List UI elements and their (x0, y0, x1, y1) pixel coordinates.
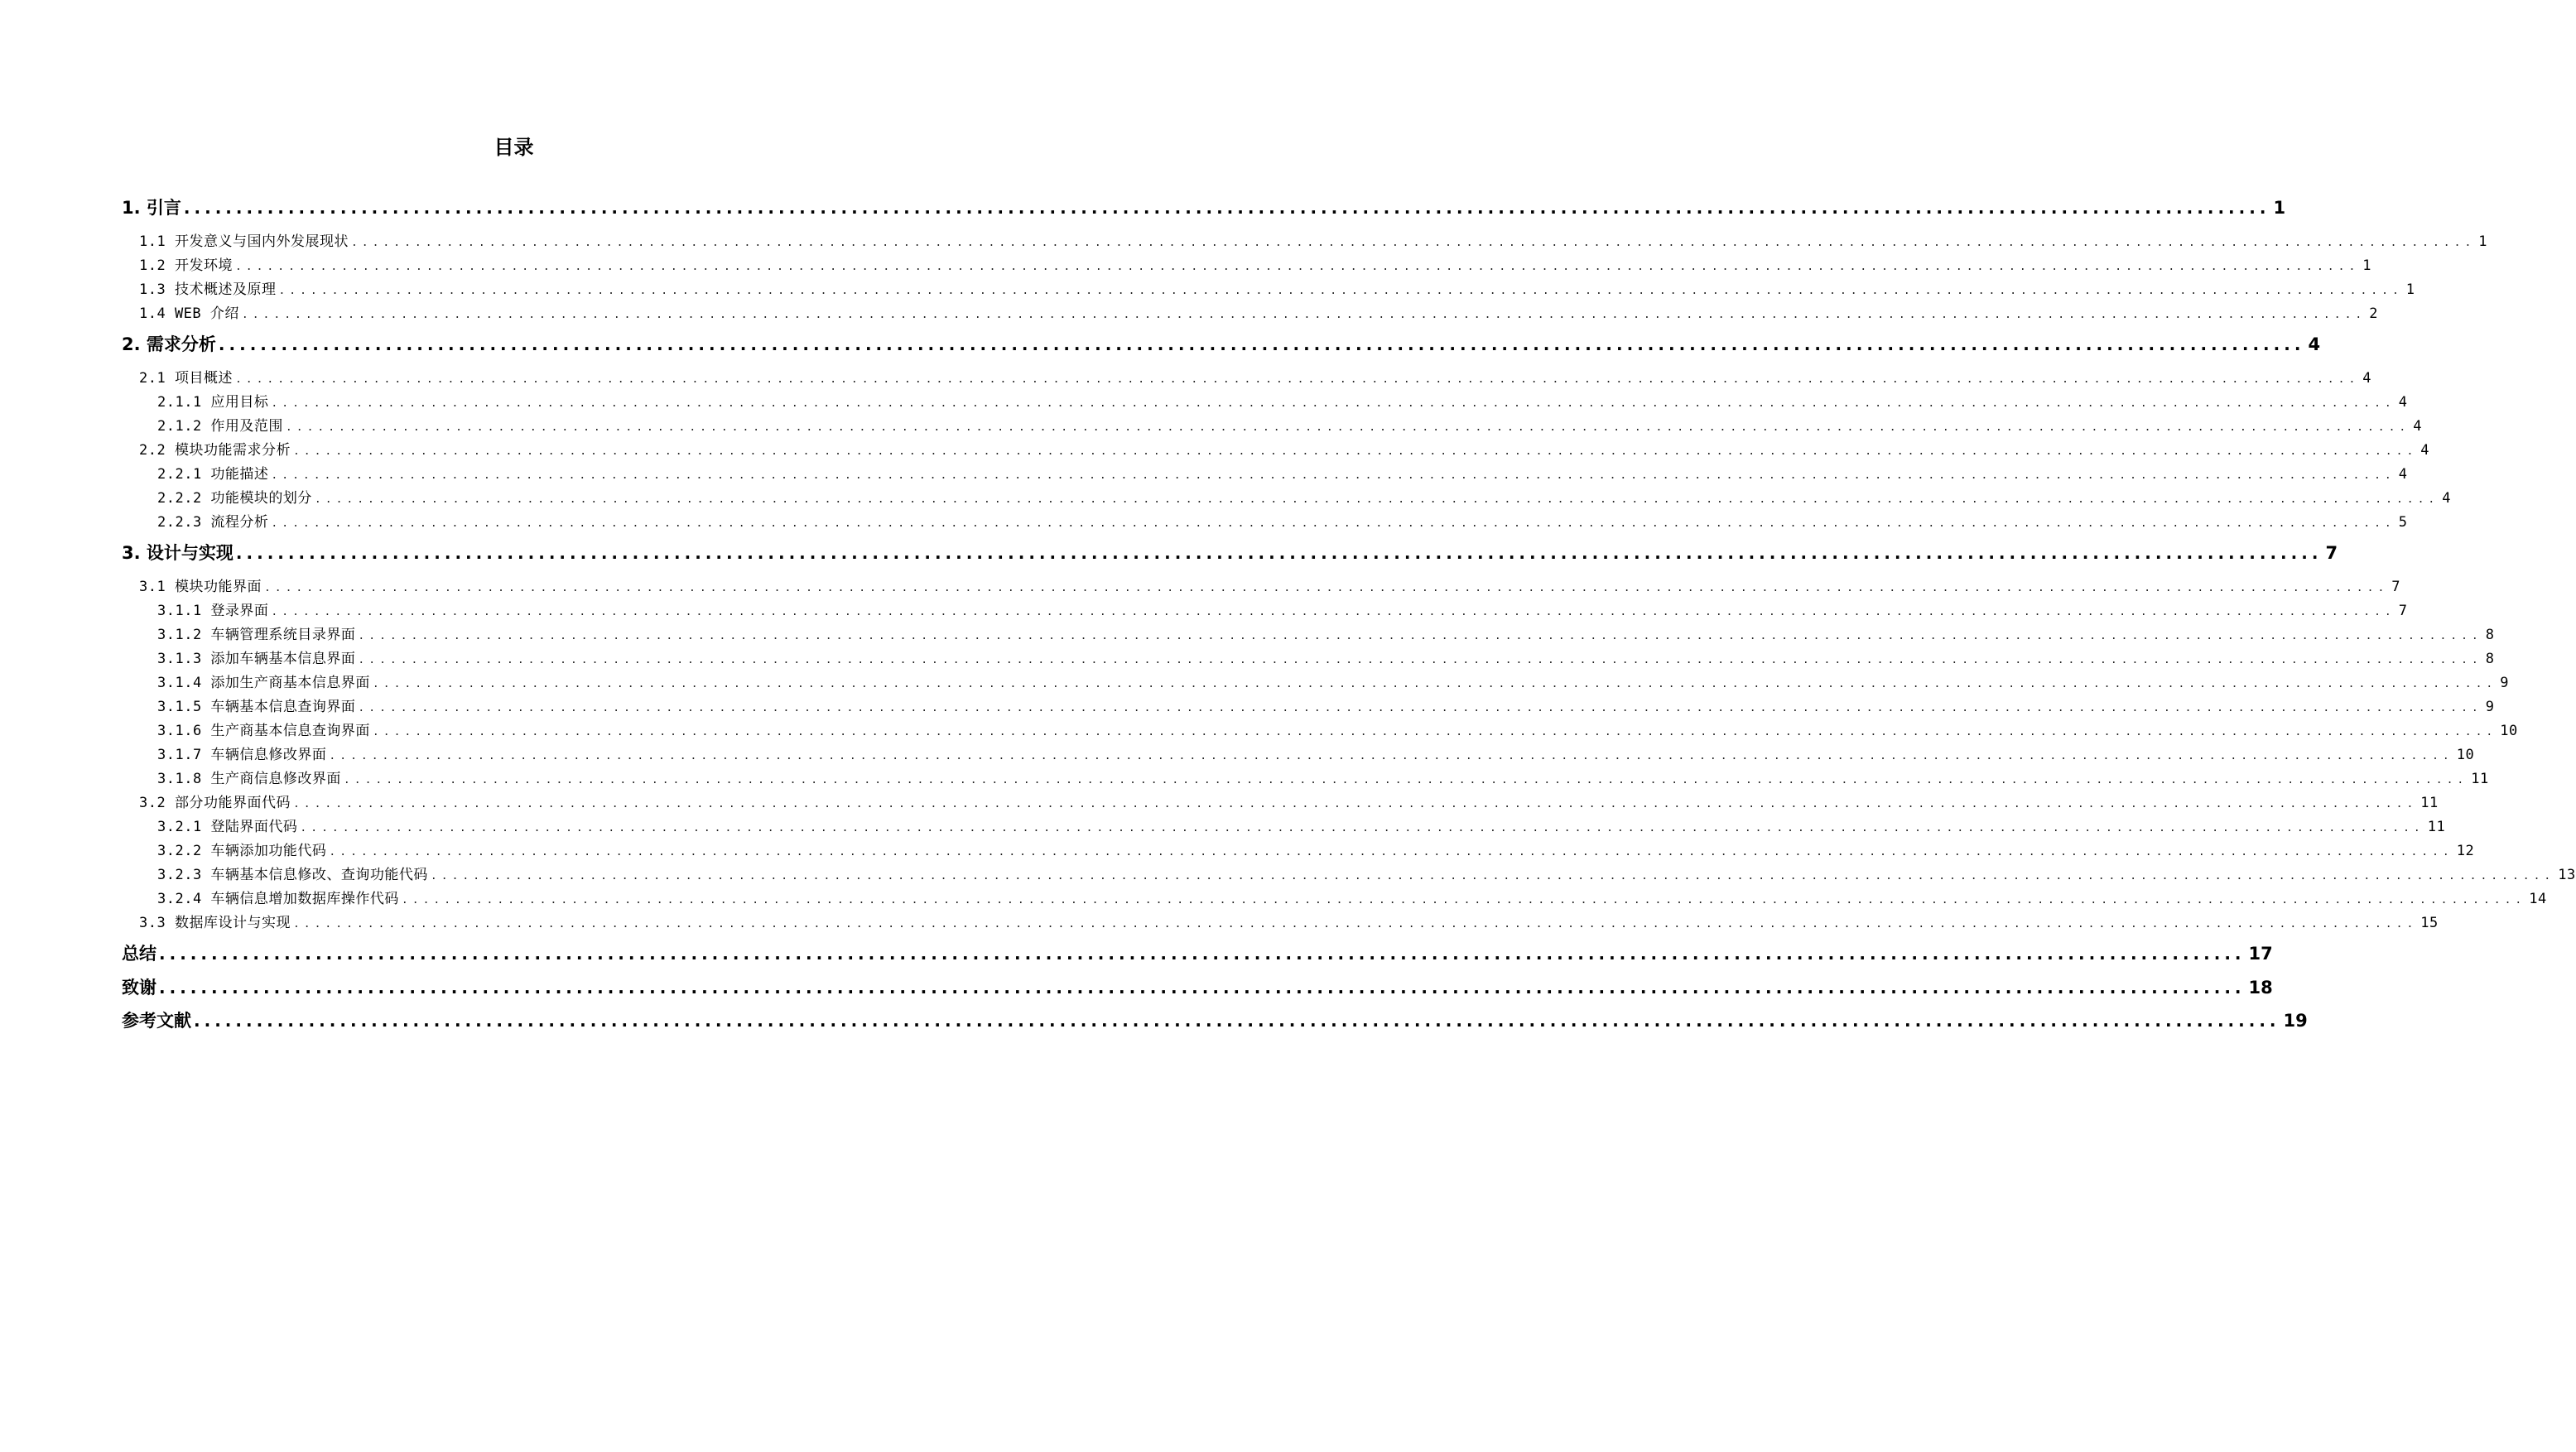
toc-entry[interactable] (157, 671, 2510, 691)
toc-entry-title: 3.1.6 生产商基本信息查询界面 (157, 723, 370, 739)
toc-leader-dots: ........................................................................................................................................................................................................ (271, 397, 2395, 410)
toc-entry-title: 2.2 模块功能需求分析 (139, 442, 291, 459)
toc-entry[interactable] (157, 390, 2408, 411)
toc-entry[interactable] (157, 486, 2452, 507)
toc-entry-title: 3.2.2 车辆添加功能代码 (157, 843, 327, 859)
toc-page-number: 15 (2420, 915, 2439, 931)
toc-page-number: 11 (2427, 819, 2446, 835)
toc-leader-dots: ........................................................................................................................................................................................................ (271, 469, 2395, 482)
toc-entry-title: 3.2 部分功能界面代码 (139, 795, 291, 811)
toc-leader-dots: ........................................................................................................................................................................................................ (358, 630, 2482, 642)
toc-entry-title: 1.1 开发意义与国内外发展现状 (139, 233, 349, 250)
toc-entry[interactable] (157, 462, 2408, 483)
toc-leader-dots: ........................................................................................................................................................................................................ (314, 493, 2439, 506)
toc-entry-title: 1.2 开发环境 (139, 257, 233, 274)
toc-leader-dots: ........................................................................................................................................................................................................ (292, 918, 2418, 930)
toc-entry[interactable] (139, 911, 2439, 931)
toc-leader-dots: ........................................................................................................................................................................................................ (329, 750, 2453, 762)
toc-page-number: 8 (2485, 627, 2495, 643)
toc-page-number: 1 (2362, 257, 2372, 274)
toc-page-number: 1 (2273, 198, 2286, 218)
toc-page-number: 14 (2529, 891, 2547, 907)
toc-leader-dots: ........................................................................................................................................................................................................ (194, 1011, 2280, 1031)
toc-page-number: 10 (2500, 723, 2518, 739)
toc-leader-dots: ........................................................................................................................................................................................................ (430, 870, 2555, 882)
toc-entry-title: 3.1.5 车辆基本信息查询界面 (157, 699, 356, 715)
toc-entry[interactable] (157, 887, 2547, 907)
toc-page-number: 1 (2478, 233, 2488, 250)
page-title: 目录 (494, 136, 534, 159)
toc-leader-dots: ........................................................................................................................................................................................................ (358, 654, 2482, 666)
toc-entry[interactable] (157, 647, 2495, 667)
toc-entry-title: 2.1.1 应用目标 (157, 394, 269, 411)
toc-page-number: 4 (2413, 418, 2423, 435)
toc-entry-title: 2. 需求分析 (122, 334, 216, 354)
toc-page-number: 9 (2500, 675, 2510, 691)
toc-entry[interactable] (122, 1007, 2308, 1032)
toc-entry-title: 3.3 数据库设计与实现 (139, 915, 291, 931)
toc-page-number: 4 (2308, 334, 2321, 354)
toc-entry[interactable] (122, 940, 2273, 965)
toc-leader-dots: ........................................................................................................................................................................................................ (241, 309, 2367, 321)
toc-entry-title: 3.1.7 车辆信息修改界面 (157, 747, 327, 763)
toc-page-number: 4 (2362, 370, 2372, 387)
toc-entry[interactable] (122, 195, 2286, 219)
toc-leader-dots: ........................................................................................................................................................................................................ (300, 822, 2424, 834)
toc-entry[interactable] (157, 719, 2518, 739)
toc-entry-title: 1. 引言 (122, 198, 181, 218)
toc-page-number: 10 (2456, 747, 2475, 763)
toc-page-number: 12 (2456, 843, 2475, 859)
toc-leader-dots: ........................................................................................................................................................................................................ (271, 606, 2395, 618)
toc-entry[interactable] (157, 743, 2475, 763)
toc-entry[interactable] (139, 791, 2439, 811)
toc-entry[interactable] (157, 414, 2423, 435)
toc-entry-title: 3.2.3 车辆基本信息修改、查询功能代码 (157, 867, 428, 883)
toc-entry[interactable] (139, 438, 2430, 459)
toc-leader-dots: ........................................................................................................................................................................................................ (234, 261, 2360, 273)
toc-page-number: 19 (2283, 1011, 2308, 1031)
toc-page-number: 7 (2325, 543, 2338, 563)
toc-entry-title: 3.1.8 生产商信息修改界面 (157, 771, 341, 787)
toc-entry-title: 3.1.4 添加生产商基本信息界面 (157, 675, 370, 691)
toc-leader-dots: ........................................................................................................................................................................................................ (263, 582, 2389, 594)
toc-page-number: 13 (2558, 867, 2576, 883)
toc-page-number: 7 (2391, 579, 2401, 595)
toc-entry[interactable] (122, 540, 2338, 565)
toc-entry-title: 致谢 (122, 978, 156, 998)
toc-leader-dots: ........................................................................................................................................................................................................ (235, 543, 2323, 563)
toc-page-number: 18 (2248, 978, 2273, 998)
toc-entry-title: 3.2.4 车辆信息增加数据库操作代码 (157, 891, 399, 907)
toc-page-number: 9 (2485, 699, 2495, 715)
toc-leader-dots: ........................................................................................................................................................................................................ (234, 373, 2360, 386)
toc-entry-title: 参考文献 (122, 1011, 191, 1031)
toc-leader-dots: ........................................................................................................................................................................................................ (159, 978, 2246, 998)
toc-entry[interactable] (157, 695, 2495, 715)
toc-page-number: 11 (2471, 771, 2489, 787)
toc-page-number: 11 (2420, 795, 2439, 811)
toc-entry[interactable] (157, 863, 2576, 883)
toc-page-number: 1 (2405, 281, 2415, 298)
toc-entry[interactable] (157, 510, 2408, 531)
toc-leader-dots: ........................................................................................................................................................................................................ (372, 726, 2497, 738)
toc-entry[interactable] (157, 599, 2408, 619)
toc-page-number: 8 (2485, 651, 2495, 667)
toc-page-number: 17 (2248, 944, 2273, 964)
toc-entry-title: 总结 (122, 944, 156, 964)
toc-entry[interactable] (157, 767, 2489, 787)
toc-entry[interactable] (139, 229, 2488, 250)
toc-leader-dots: ........................................................................................................................................................................................................ (350, 237, 2476, 249)
toc-leader-dots: ........................................................................................................................................................................................................ (329, 846, 2453, 858)
toc-leader-dots: ........................................................................................................................................................................................................ (372, 678, 2497, 690)
toc-entry-title: 2.2.1 功能描述 (157, 466, 269, 483)
toc-entry[interactable] (139, 575, 2401, 595)
toc-page-number: 4 (2398, 394, 2408, 411)
toc-entry-title: 3.2.1 登陆界面代码 (157, 819, 298, 835)
toc-entry-title: 1.4 WEB 介绍 (139, 305, 239, 322)
toc-entry-title: 3. 设计与实现 (122, 543, 234, 563)
toc-entry[interactable] (139, 366, 2372, 387)
toc-entry-title: 2.2.3 流程分析 (157, 514, 269, 531)
toc-leader-dots: ........................................................................................................................................................................................................ (278, 285, 2403, 297)
toc-leader-dots: ........................................................................................................................................................................................................ (401, 894, 2526, 906)
toc-entry[interactable] (157, 839, 2475, 859)
toc-entry-title: 3.1.2 车辆管理系统目录界面 (157, 627, 356, 643)
toc-entry[interactable] (139, 277, 2415, 298)
toc-entry[interactable] (157, 623, 2495, 643)
toc-page-number: 4 (2420, 442, 2430, 459)
toc-entry-title: 3.1 模块功能界面 (139, 579, 262, 595)
toc-page-number: 7 (2398, 603, 2408, 619)
toc-page-number: 4 (2442, 490, 2452, 507)
toc-page-number: 4 (2398, 466, 2408, 483)
toc-entry-title: 2.1.2 作用及范围 (157, 418, 283, 435)
toc-leader-dots: ........................................................................................................................................................................................................ (358, 702, 2482, 714)
toc-leader-dots: ........................................................................................................................................................................................................ (285, 421, 2410, 434)
toc-page-number: 2 (2369, 305, 2378, 322)
toc-page-number: 5 (2398, 514, 2408, 531)
toc-leader-dots: ........................................................................................................................................................................................................ (343, 774, 2468, 786)
toc-leader-dots: ........................................................................................................................................................................................................ (159, 944, 2246, 964)
toc-entry[interactable] (157, 815, 2446, 835)
toc-leader-dots: ........................................................................................................................................................................................................ (218, 334, 2305, 354)
toc-entry-title: 3.1.1 登录界面 (157, 603, 269, 619)
toc-entry[interactable] (122, 974, 2273, 999)
toc-entry-title: 2.2.2 功能模块的划分 (157, 490, 312, 507)
toc-entry-title: 3.1.3 添加车辆基本信息界面 (157, 651, 356, 667)
toc-entry-title: 1.3 技术概述及原理 (139, 281, 277, 298)
toc-leader-dots: ........................................................................................................................................................................................................ (292, 445, 2418, 458)
toc-entry[interactable] (139, 301, 2378, 322)
toc-leader-dots: ........................................................................................................................................................................................................ (183, 198, 2270, 218)
toc-leader-dots: ........................................................................................................................................................................................................ (292, 798, 2418, 810)
toc-entry[interactable] (139, 253, 2372, 274)
toc-entry-title: 2.1 项目概述 (139, 370, 233, 387)
toc-entry[interactable] (122, 331, 2321, 356)
toc-leader-dots: ........................................................................................................................................................................................................ (271, 517, 2395, 530)
